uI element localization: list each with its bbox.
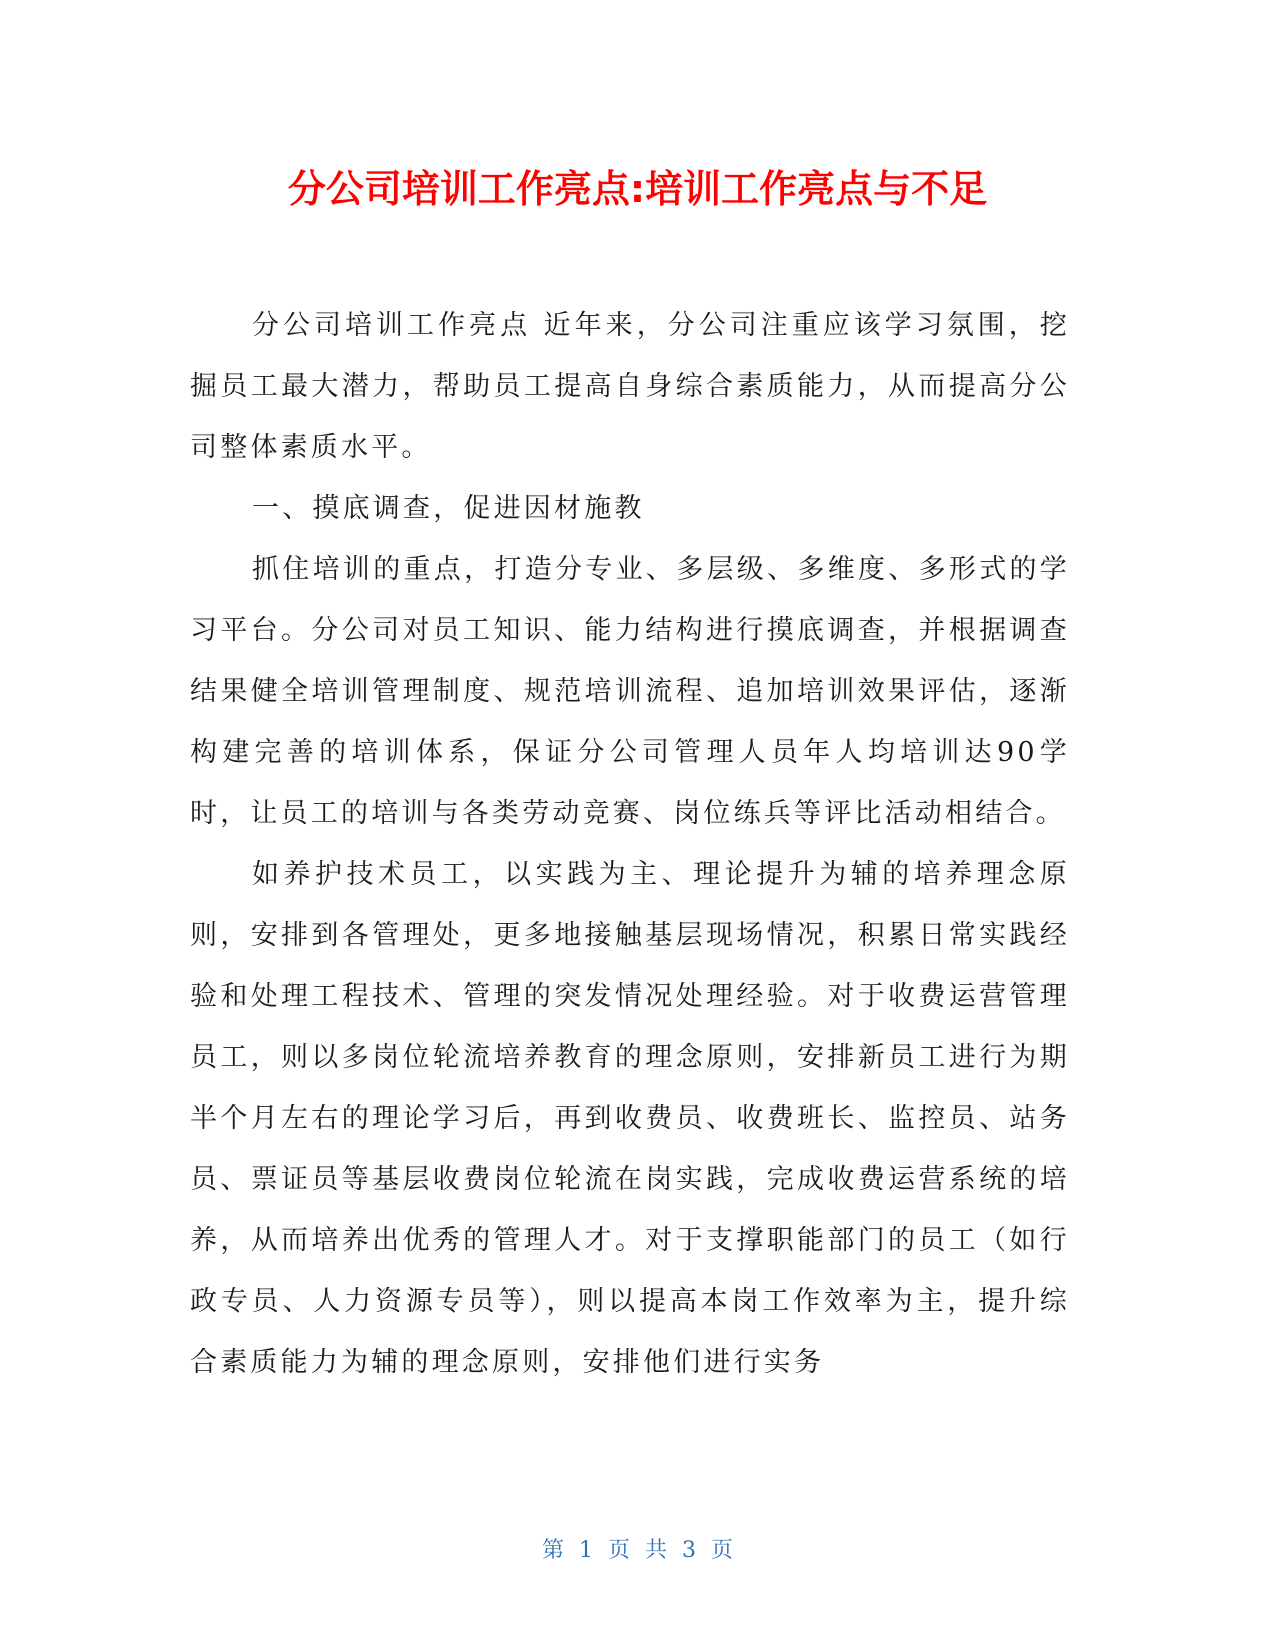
footer-text-di: 第 <box>541 1538 564 1563</box>
footer-page-current: 1 <box>578 1538 593 1563</box>
footer-text-gong: 共 <box>645 1538 668 1563</box>
footer-text-ye: 页 <box>607 1538 630 1563</box>
section-heading-1: 一、摸底调查，促进因材施教 <box>252 493 645 524</box>
document-title: 分公司培训工作亮点:培训工作亮点与不足 <box>287 167 988 211</box>
document-body <box>190 295 1070 1393</box>
footer-text-ye-end: 页 <box>711 1538 734 1563</box>
page-footer <box>0 1536 1275 1566</box>
paragraph-examples: 如养护技术员工，以实践为主、理论提升为辅的培养理念原则，安排到各管理处，更多地接触基层现场情况，积累日常实践经验和处理工程技术、管理的突发情况处理经验。对于收费运营管理员工，则以多岗位轮流培养教育的理念原则，安排新员工进行为期半个月左右的理论学习后，再到收费员、收费班长、监控员、站务员、票证员等基层收费岗位轮流在岗实践，完成收费运营系统的培养，从而培养出优秀的管理人才。对于支撑职能部门的员工（如行政专员、人力资源专员等），则以提高本岗工作效率为主，提升综合素质能力为辅的理念原则，安排他们进行实务 <box>190 859 1070 1378</box>
paragraph-intro: 分公司培训工作亮点 近年来，分公司注重应该学习氛围，挖掘员工最大潜力，帮助员工提高自身综合素质能力，从而提高分公司整体素质水平。 <box>190 310 1070 463</box>
paragraph-training-focus: 抓住培训的重点，打造分专业、多层级、多维度、多形式的学习平台。分公司对员工知识、能力结构进行摸底调查，并根据调查结果健全培训管理制度、规范培训流程、追加培训效果评估，逐渐构建完善的培训体系，保证分公司管理人员年人均培训达90学时，让员工的培训与各类劳动竞赛、岗位练兵等评比活动相结合。 <box>190 554 1070 829</box>
footer-page-total: 3 <box>682 1538 697 1563</box>
